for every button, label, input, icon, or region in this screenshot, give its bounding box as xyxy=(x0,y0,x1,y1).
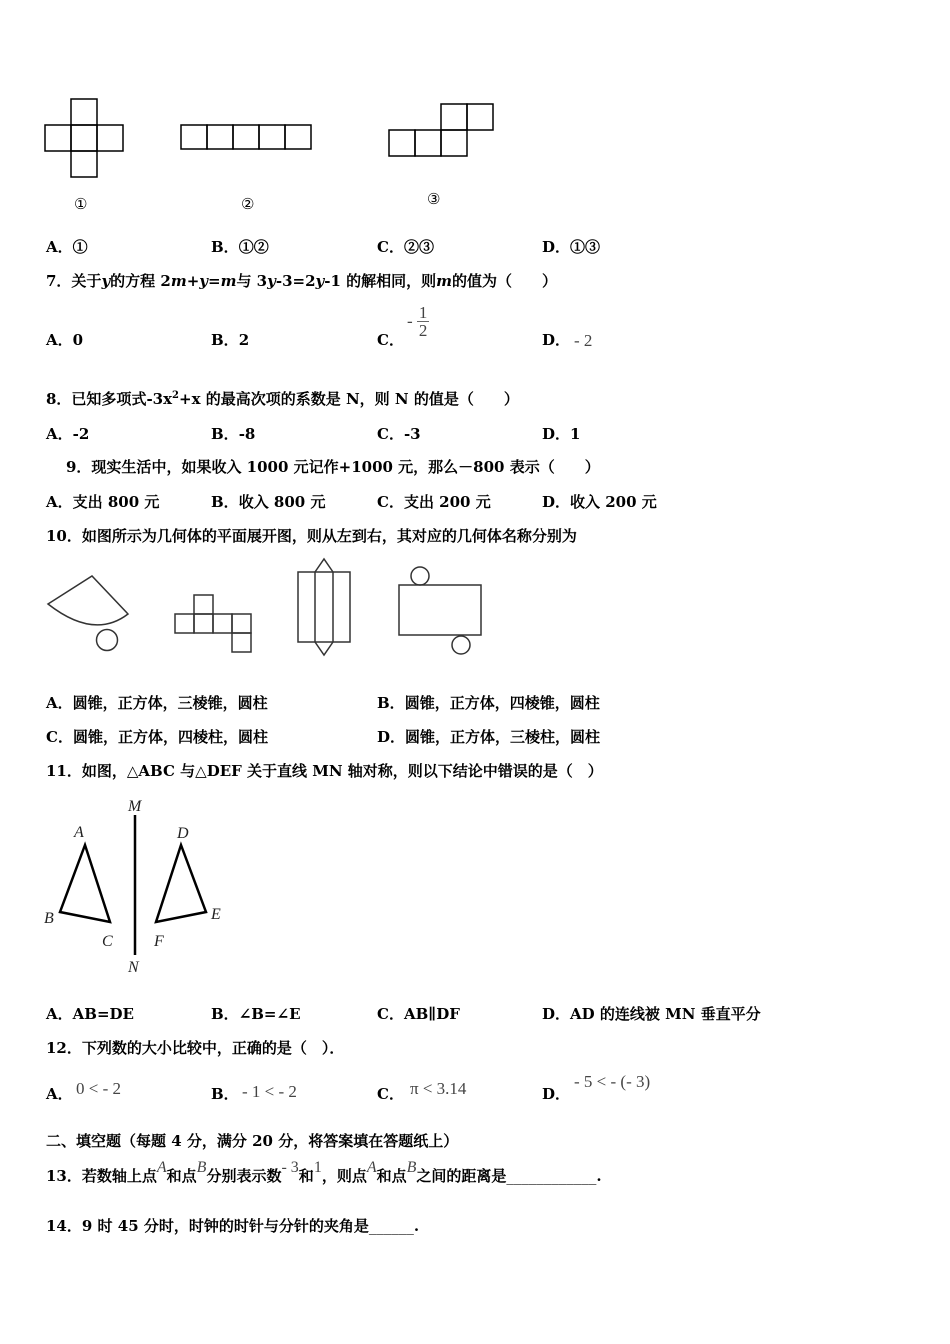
q11-option-d[interactable]: D．AD 的连线被 MN 垂直平分 xyxy=(542,1005,761,1023)
q6-figure-2-net xyxy=(180,124,314,152)
q6-option-b[interactable]: B．①② xyxy=(211,238,269,256)
q8-option-c[interactable]: C．-3 xyxy=(377,425,421,443)
q10-option-c[interactable]: C．圆锥，正方体，四棱柱，圆柱 xyxy=(46,728,268,746)
q14-answer-blank[interactable]: ______ xyxy=(368,1217,414,1235)
q6-figure-3-net xyxy=(388,103,496,159)
q9-option-a[interactable]: A．支出 800 元 xyxy=(46,493,160,511)
q8-option-b[interactable]: B．-8 xyxy=(211,425,256,443)
q9-option-d[interactable]: D．收入 200 元 xyxy=(542,493,657,511)
q12-option-d[interactable]: D． xyxy=(542,1085,571,1103)
q9-option-b[interactable]: B．收入 800 元 xyxy=(211,493,326,511)
label-e: E xyxy=(211,906,221,923)
q12-option-c[interactable]: C． xyxy=(377,1085,404,1103)
label-n: N xyxy=(128,959,139,976)
q11-question: 11．如图，△ABC 与△DEF 关于直线 MN 轴对称，则以下结论中错误的是（ ） xyxy=(46,762,603,780)
q11-option-c[interactable]: C．AB∥DF xyxy=(377,1005,460,1023)
q6-figure-3-label: ③ xyxy=(427,190,441,208)
q12-option-d-expr: - 5 < - (- 3) xyxy=(574,1072,651,1091)
q6-figure-2-label: ② xyxy=(241,195,255,213)
q10-question: 10．如图所示为几何体的平面展开图，则从左到右，其对应的几何体名称分别为 xyxy=(46,527,577,545)
q8-option-d[interactable]: D．1 xyxy=(542,425,581,443)
q8-question: 8．已知多项式$-3x^2+x$ 的最高次项的系数是 N，则 N 的值是（ ） xyxy=(46,390,519,408)
q10-option-b[interactable]: B．圆锥，正方体，四棱锥，圆柱 xyxy=(377,694,600,712)
q6-option-d[interactable]: D．①③ xyxy=(542,238,601,256)
q7-option-b[interactable]: B．2 xyxy=(211,331,250,349)
q11-symmetry-figure xyxy=(40,795,240,980)
q9-option-c[interactable]: C．支出 200 元 xyxy=(377,493,491,511)
label-d: D xyxy=(177,825,189,842)
q7-option-a[interactable]: A．0 xyxy=(46,331,84,349)
q13-answer-blank[interactable]: ____________ xyxy=(506,1167,597,1185)
q12-option-a[interactable]: A． xyxy=(46,1085,73,1103)
q10-option-d[interactable]: D．圆锥，正方体，三棱柱，圆柱 xyxy=(377,728,601,746)
q12-option-a-expr: 0 < - 2 xyxy=(76,1079,121,1098)
label-a: A xyxy=(74,824,84,841)
q10-prism-net-figure xyxy=(296,558,354,658)
q7-option-c[interactable]: C． xyxy=(377,331,404,349)
q10-cylinder-net-figure xyxy=(396,565,484,657)
q14-question: 14．9 时 45 分时，时钟的时针与分针的夹角是______. xyxy=(46,1217,420,1235)
label-c: C xyxy=(102,933,113,950)
q6-option-a[interactable]: A．① xyxy=(46,238,88,256)
label-f: F xyxy=(154,933,164,950)
label-b: B xyxy=(44,910,54,927)
q11-option-b[interactable]: B．∠B=∠E xyxy=(211,1005,301,1023)
q13-question: 13．若数轴上点A和点B分别表示数- 3和1，则点A和点B之间的距离是____________. xyxy=(46,1159,602,1185)
q10-cone-net-figure xyxy=(44,570,134,656)
q6-figure-1-label: ① xyxy=(74,195,88,213)
triangle-def xyxy=(156,845,206,922)
label-m: M xyxy=(128,798,142,815)
q12-question: 12．下列数的大小比较中，正确的是（ ）． xyxy=(46,1039,345,1057)
q10-cube-net-figure xyxy=(174,594,254,654)
q10-option-a[interactable]: A．圆锥，正方体，三棱锥，圆柱 xyxy=(46,694,268,712)
q12-option-b-expr: - 1 < - 2 xyxy=(242,1082,297,1101)
q12-option-b[interactable]: B． xyxy=(211,1085,239,1103)
q7-option-d[interactable]: D． xyxy=(542,331,571,349)
q7-question: 7．关于y的方程 2m+y=m与 3y-3=2y-1 的解相同，则m的值为（ ） xyxy=(46,272,558,290)
q12-option-c-expr: π < 3.14 xyxy=(410,1079,467,1098)
section-2-heading: 二、填空题（每题 4 分，满分 20 分，将答案填在答题纸上） xyxy=(46,1132,459,1150)
q7-option-c-fraction: - $\frac{1}{2}$ xyxy=(407,303,428,340)
q6-option-c[interactable]: C．②③ xyxy=(377,238,434,256)
q9-question: 9．现实生活中，如果收入 1000 元记作+1000 元，那么－800 表示（ ） xyxy=(66,458,600,476)
q7-option-d-value: - 2 xyxy=(574,331,593,350)
triangle-abc xyxy=(60,845,110,922)
q11-option-a[interactable]: A．AB=DE xyxy=(46,1005,134,1023)
q8-option-a[interactable]: A．-2 xyxy=(46,425,90,443)
q6-figure-1-net xyxy=(44,98,126,180)
